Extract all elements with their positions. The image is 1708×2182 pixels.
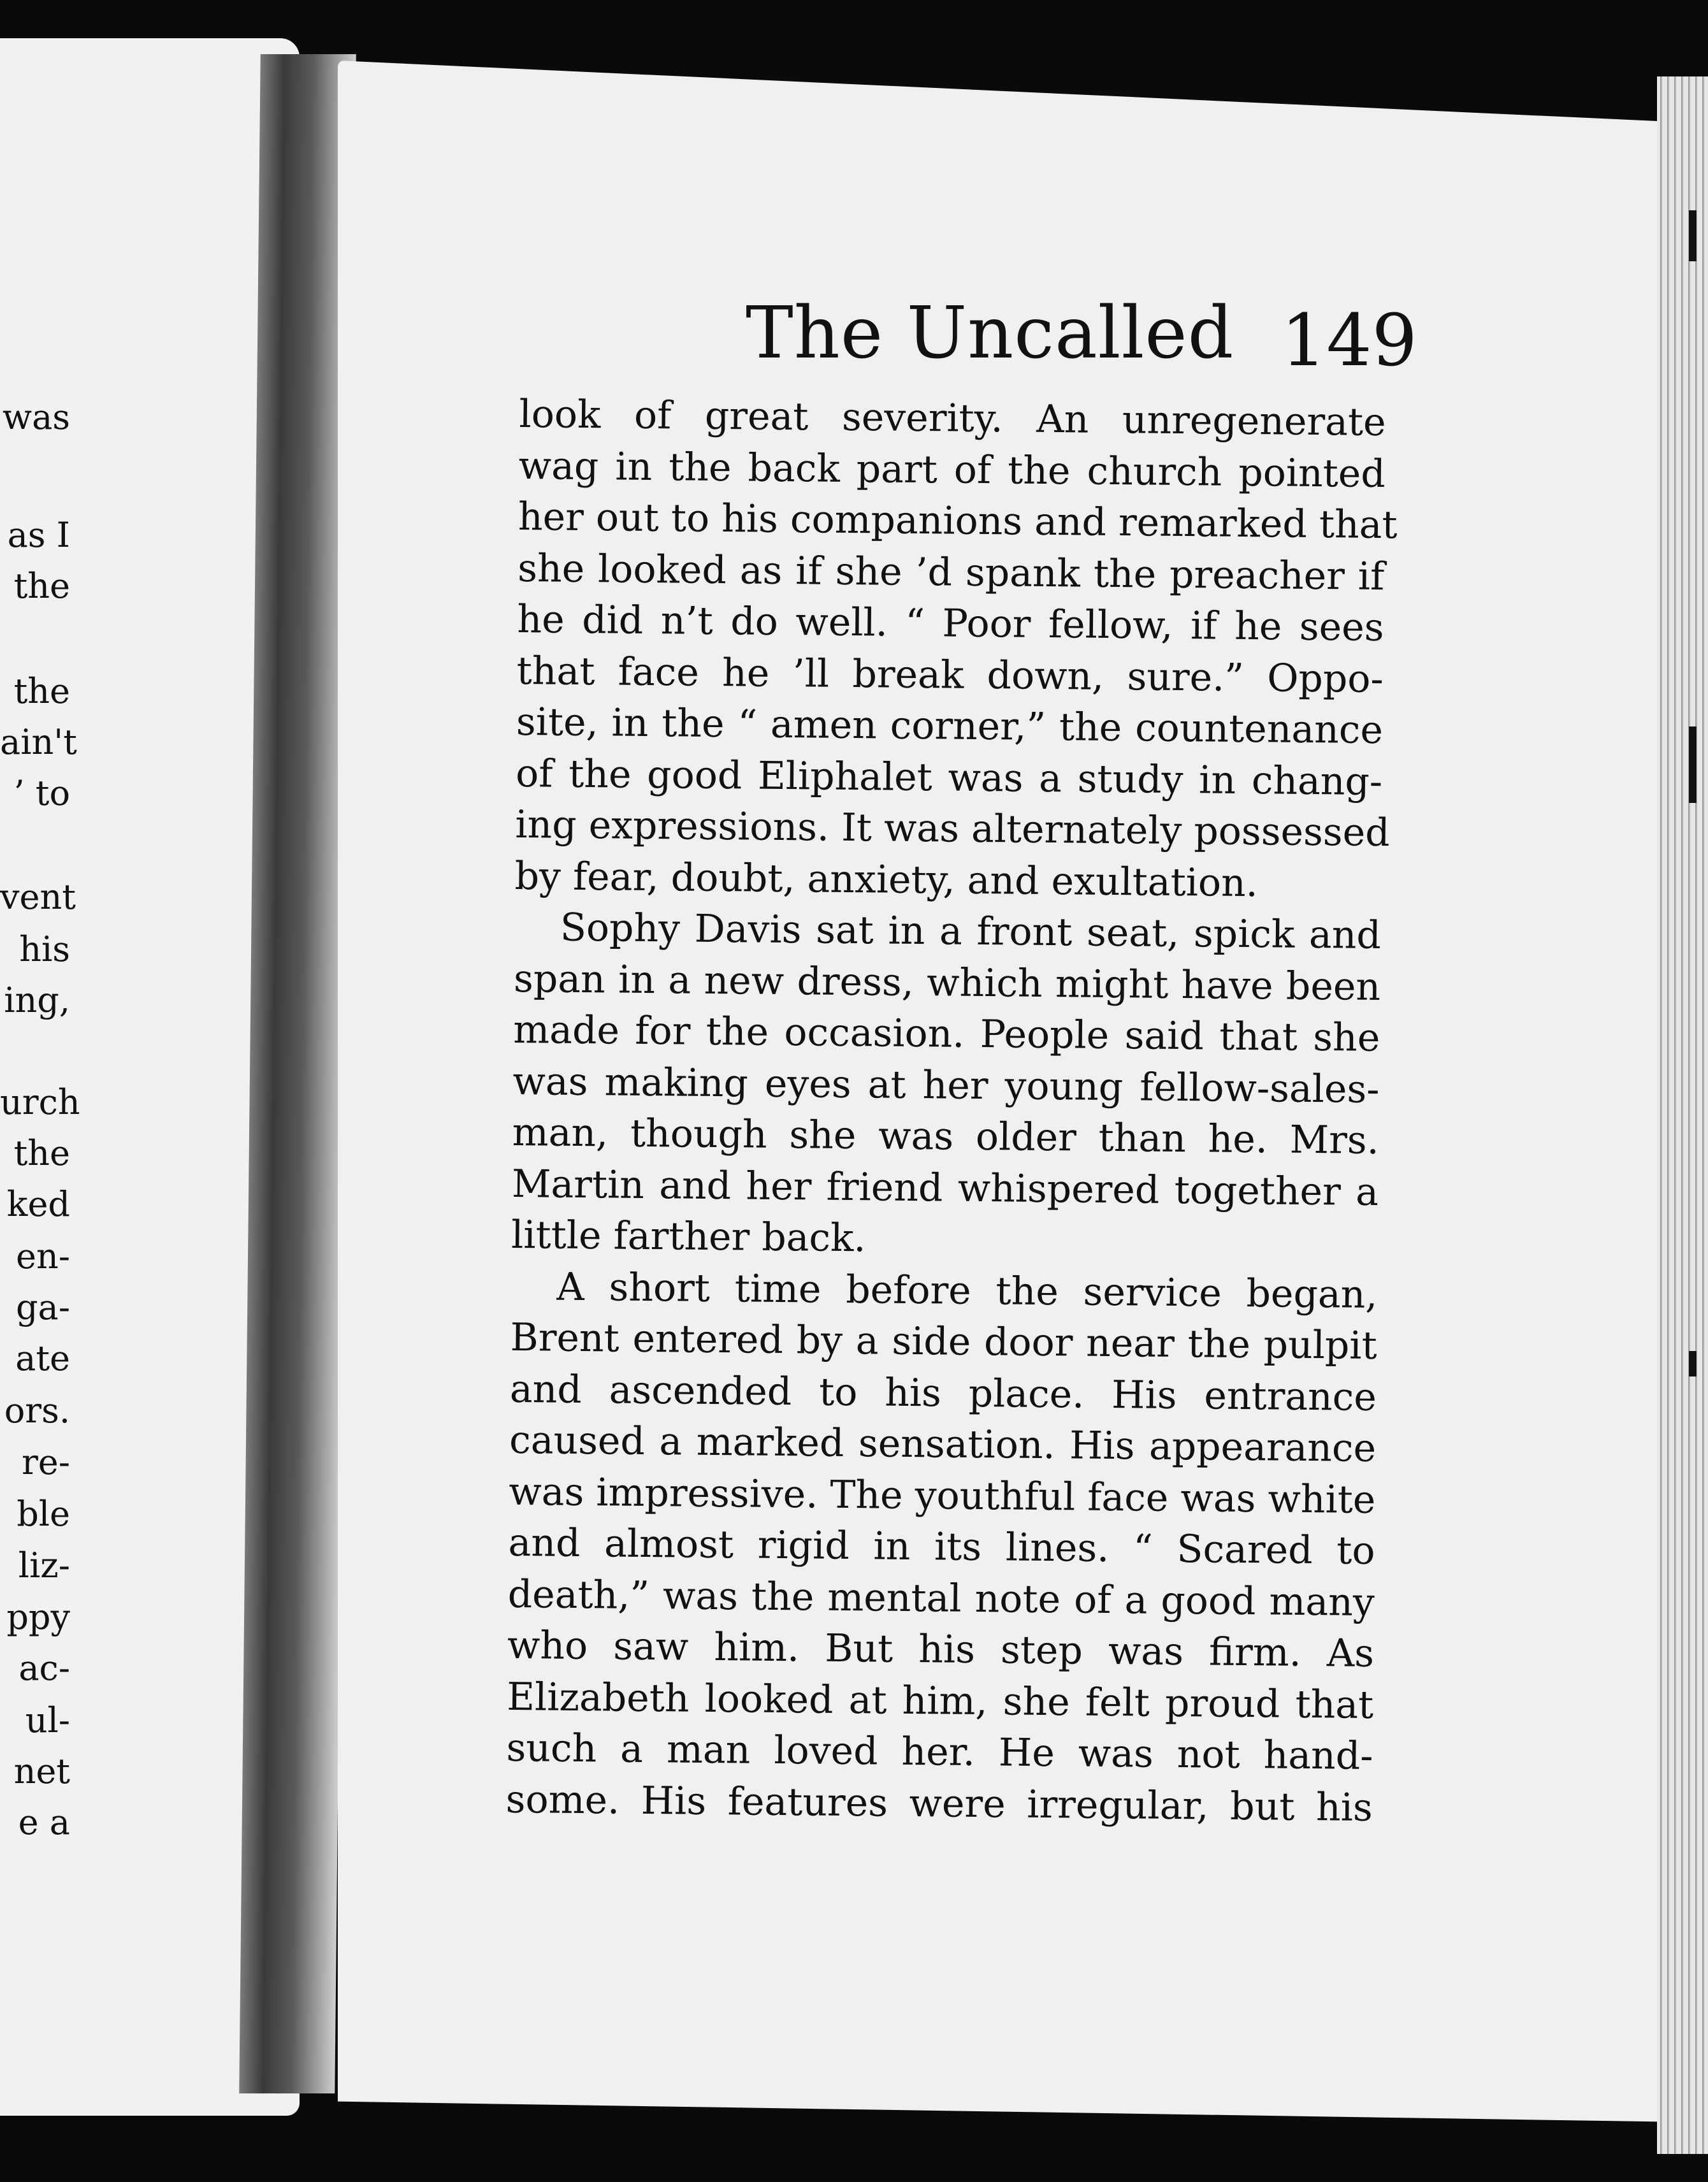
- previous-page-text-fragment: ppy: [6, 1597, 70, 1637]
- text-line: site, in the “ amen corner,” the countenance: [516, 699, 1384, 753]
- previous-page-text-fragment: ked: [6, 1184, 70, 1224]
- text-line: such a man loved her. He was not hand-: [506, 1725, 1373, 1779]
- previous-page-text-fragment: the: [13, 1133, 70, 1173]
- text-line: span in a new dress, which might have been: [513, 956, 1381, 1009]
- previous-page-text-fragment: en-: [16, 1236, 70, 1276]
- page-edge-mark: [1689, 210, 1697, 261]
- text-line: and ascended to his place. His entrance: [509, 1366, 1377, 1420]
- previous-page-text-fragment: re-: [21, 1442, 70, 1482]
- text-line: death,” was the mental note of a good many: [507, 1571, 1375, 1625]
- previous-page-text-fragment: ate: [15, 1338, 70, 1378]
- body-text: [505, 389, 1398, 1833]
- text-line: look of great severity. An unregenerate: [519, 391, 1386, 445]
- previous-page-text-fragment: ors.: [4, 1391, 70, 1431]
- text-line: caused a marked sensation. His appearance: [509, 1417, 1377, 1471]
- text-line: who saw him. But his step was firm. As: [507, 1622, 1375, 1676]
- previous-page-text-fragment: the: [13, 566, 70, 606]
- previous-page-text-fragment: ’ to: [13, 773, 70, 813]
- page-edge-mark: [1689, 1351, 1697, 1376]
- text-line: of the good Eliphalet was a study in chang-: [515, 751, 1383, 804]
- previous-page-text-fragment: was: [2, 397, 70, 437]
- text-line: that face he ’ll break down, sure.” Oppo-: [516, 648, 1384, 702]
- text-line: made for the occasion. People said that she: [513, 1007, 1380, 1061]
- text-line: wag in the back part of the church pointed: [518, 443, 1386, 496]
- previous-page-text-fragment: his: [19, 929, 70, 969]
- page-number: 149: [1281, 300, 1417, 382]
- text-line: and almost rigid in its lines. “ Scared to: [508, 1520, 1375, 1573]
- previous-page-text-fragment: ac-: [18, 1648, 70, 1688]
- running-head: The Uncalled: [746, 292, 1234, 375]
- text-line: some. His features were irregular, but his: [505, 1777, 1373, 1830]
- text-line: Martin and her friend whispered together a: [511, 1161, 1379, 1215]
- previous-page-text-fragment: liz-: [18, 1545, 70, 1586]
- text-line: Sophy Davis sat in a front seat, spick and: [560, 905, 1382, 958]
- previous-page-text-fragment: ain't: [0, 722, 77, 762]
- text-line: by fear, doubt, anxiety, and exultation.: [514, 853, 1259, 906]
- previous-page-text-fragment: ga-: [15, 1287, 70, 1327]
- text-line: man, though she was older than he. Mrs.: [512, 1109, 1380, 1163]
- previous-page-text-fragment: net: [13, 1751, 70, 1791]
- previous-page-text-fragment: e a: [18, 1802, 70, 1842]
- previous-page-text-fragment: as I: [7, 515, 70, 555]
- text-line: A short time before the service began,: [556, 1264, 1378, 1317]
- text-line: he did n’t do well. “ Poor fellow, if he sees: [517, 596, 1384, 651]
- text-line: Elizabeth looked at him, she felt proud that: [506, 1674, 1374, 1728]
- previous-page-text-fragment: ing,: [4, 980, 70, 1020]
- previous-page-text-fragment: urch: [0, 1082, 80, 1122]
- text-line: was impressive. The youthful face was white: [509, 1469, 1376, 1522]
- page-edge-stack: [1657, 76, 1708, 2154]
- previous-page-text-fragment: ble: [17, 1494, 70, 1534]
- previous-page-text-fragment: vent: [0, 877, 76, 917]
- previous-page-text-fragment: ul-: [25, 1700, 70, 1740]
- previous-page-text-fragment: the: [13, 671, 70, 711]
- text-line: was making eyes at her young fellow-sales-: [512, 1058, 1380, 1112]
- text-line: ing expressions. It was alternately possessed: [515, 802, 1390, 856]
- text-line: her out to his companions and remarked that: [517, 494, 1398, 548]
- text-line: little farther back.: [510, 1212, 866, 1261]
- page-edge-mark: [1689, 726, 1697, 803]
- text-line: she looked as if she ’d spank the preacher if: [517, 546, 1385, 599]
- text-line: Brent entered by a side door near the pulpit: [510, 1315, 1377, 1368]
